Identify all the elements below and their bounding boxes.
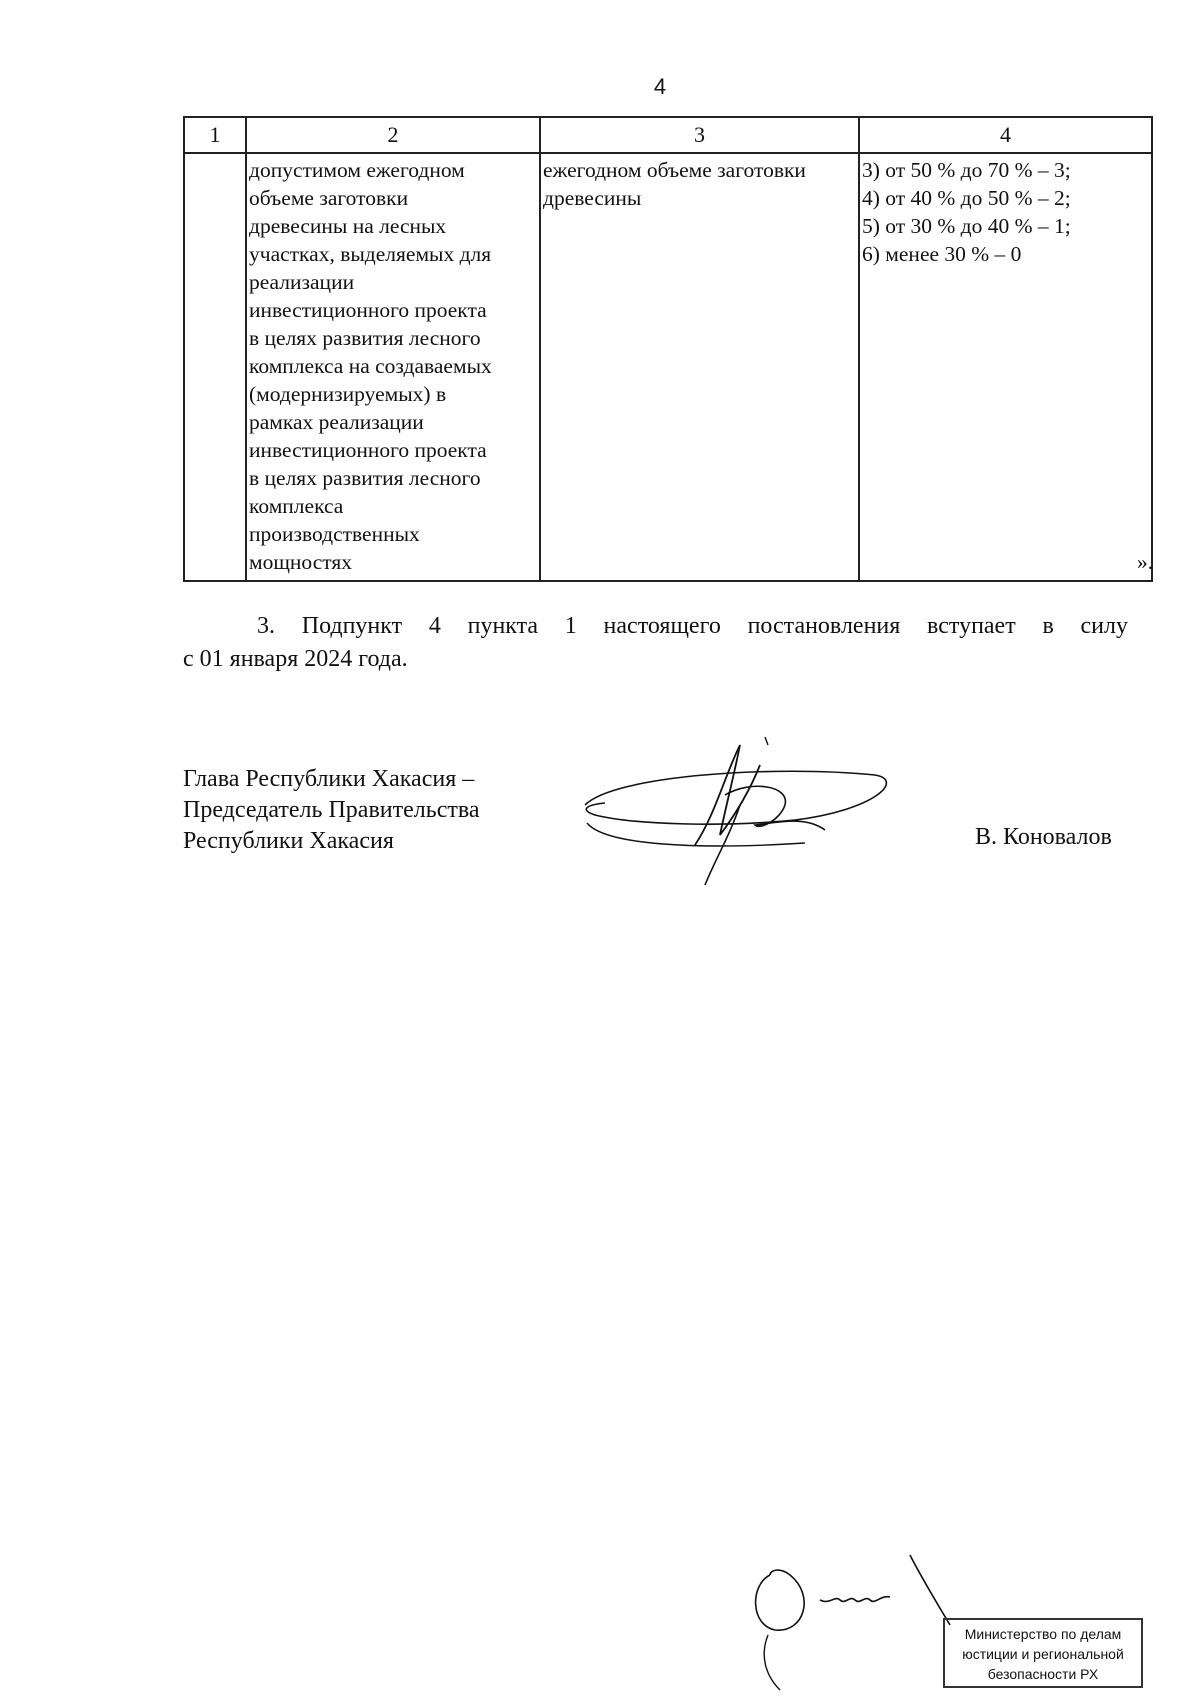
cell-text-line: 5) от 30 % до 40 % – 1;: [862, 214, 1071, 238]
table-header-cell-4: 4: [859, 117, 1152, 153]
handwritten-signature: [575, 735, 905, 895]
cell-text-line: объеме заготовки: [249, 186, 409, 210]
cell-text-line: ежегодном объеме заготовки: [543, 158, 806, 182]
signatory-title-line: Председатель Правительства: [183, 797, 480, 823]
table-cell-col1: [184, 153, 246, 581]
paragraph-line: 3. Подпункт 4 пункта 1 настоящего постановления вступает в силу: [257, 613, 1128, 639]
cell-text-line: 4) от 40 % до 50 % – 2;: [862, 186, 1071, 210]
cell-text-line: 6) менее 30 % – 0: [862, 242, 1022, 266]
cell-text-line: инвестиционного проекта: [249, 298, 487, 322]
page-number: 4: [653, 74, 667, 99]
paragraph-line: с 01 января 2024 года.: [183, 646, 408, 672]
stamp-line: юстиции и региональной: [962, 1646, 1124, 1662]
stamp-line: безопасности РХ: [987, 1666, 1099, 1682]
signatory-title-line: Республики Хакасия: [183, 828, 394, 854]
table-header-cell-1: 1: [184, 117, 246, 153]
cell-text-line: допустимом ежегодном: [249, 158, 465, 182]
cell-text-line: (модернизируемых) в: [249, 382, 447, 406]
cell-text-line: древесины на лесных: [249, 214, 447, 238]
table-header-row: [184, 117, 1152, 153]
cell-text-line: комплекса: [249, 494, 344, 518]
cell-text-line: участках, выделяемых для: [249, 242, 492, 266]
effective-date-paragraph: [183, 610, 1128, 676]
table-row: [184, 153, 1152, 581]
signatory-title: [183, 764, 480, 857]
cell-text-line: 3) от 50 % до 70 % – 3;: [862, 158, 1071, 182]
cell-text-line: инвестиционного проекта: [249, 438, 487, 462]
closing-quote: ».: [1137, 550, 1154, 574]
cell-text-line: в целях развития лесного: [249, 326, 481, 350]
table-header-cell-3: 3: [540, 117, 859, 153]
table-cell-col4: [859, 153, 1152, 581]
table-header-cell-2: 2: [246, 117, 540, 153]
cell-text-line: в целях развития лесного: [249, 466, 481, 490]
cell-text-line: рамках реализации: [249, 410, 424, 434]
ministry-stamp: [943, 1618, 1143, 1688]
table-cell-col2: [246, 153, 540, 581]
stamp-line: Министерство по делам: [964, 1626, 1122, 1642]
cell-text-line: комплекса на создаваемых: [249, 354, 492, 378]
signer-name: В. Коновалов: [975, 824, 1112, 850]
table-cell-col3: [540, 153, 859, 581]
criteria-table: [183, 116, 1153, 582]
cell-text-line: древесины: [543, 186, 642, 210]
cell-text-line: производственных: [249, 522, 420, 546]
signatory-title-line: Глава Республики Хакасия –: [183, 766, 475, 792]
cell-text-line: реализации: [249, 270, 355, 294]
cell-text-line: мощностях: [249, 550, 352, 574]
